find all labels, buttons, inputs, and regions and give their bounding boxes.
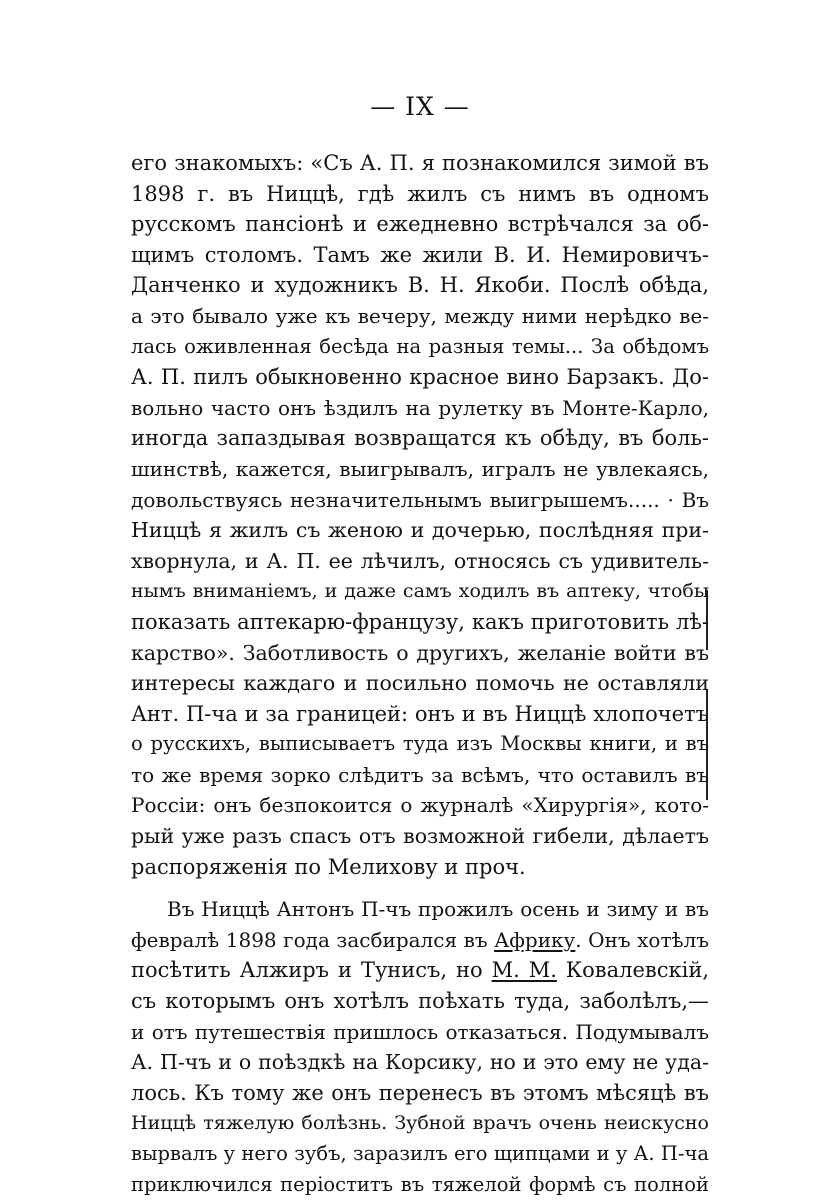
text-line: о русскихъ, выписываетъ туда изъ Москвы книги, и въ	[131, 732, 709, 756]
text-line: Ниццѣ я жилъ съ женою и дочерью, послѣдняя при-	[131, 518, 709, 543]
text-segment: Ковалевскій,	[556, 958, 710, 983]
text-line: А. П. пилъ обыкновенно красное вино Барзакъ. До-	[131, 365, 709, 390]
text-line: Россіи: онъ безпокоится о журналѣ «Хирургія», кото-	[131, 793, 709, 818]
text-line: русскомъ пансіонѣ и ежедневно встрѣчался за об-	[131, 212, 709, 237]
text-line: 1898 г. въ Ниццѣ, гдѣ жилъ съ нимъ въ одномъ	[131, 181, 709, 206]
text-line: и отъ путешествія пришлось отказаться. Подумывалъ	[131, 1019, 709, 1044]
text-line: интересы каждаго и посильно помочь не оставляли	[131, 671, 709, 696]
text-segment: февралѣ 1898 года засбирался въ	[131, 927, 495, 952]
text-line: а это бывало уже къ вечеру, между ними нерѣдко ве-	[131, 303, 709, 328]
text-line: Данченко и художникъ В. Н. Якоби. Послѣ обѣда,	[131, 273, 709, 298]
text-line: рый уже разъ спасъ отъ возможной гибели, дѣлаетъ	[131, 824, 709, 849]
text-line: показать аптекарю-французу, какъ приготовить лѣ-	[131, 609, 709, 634]
text-line: то же время зорко слѣдитъ за всѣмъ, что оставилъ въ	[131, 762, 709, 787]
text-segment: посѣтить Алжиръ и Тунисъ, но	[131, 958, 492, 983]
text-line: вольно часто онъ ѣздилъ на рулетку въ Монте-Карло,	[131, 395, 709, 420]
text-line: распоряженія по Мелихову и проч.	[131, 854, 526, 879]
text-line: Въ Ниццѣ Антонъ П-чъ прожилъ осень и зиму и въ	[167, 897, 709, 922]
text-line: иногда запаздывая возвращатся къ обѣду, въ боль-	[131, 426, 709, 451]
paragraph-2	[131, 894, 709, 1200]
text-line: карство». Заботливость о другихъ, желаніе войти въ	[131, 640, 709, 665]
text-line: Ант. П-ча и за границей: онъ и въ Ниццѣ хлопочетъ	[131, 701, 709, 726]
text-line: его знакомыхъ: «Съ А. П. я познакомился зимой въ	[131, 151, 709, 175]
text-line: щимъ столомъ. Тамъ же жили В. И. Немировичъ-	[131, 242, 709, 267]
text-line: шинствѣ, кажется, выигрывалъ, игралъ не увлекаясь,	[131, 456, 709, 481]
paragraph-1	[131, 148, 709, 882]
text-line: съ которымъ онъ хотѣлъ поѣхать туда, заболѣлъ,—	[131, 989, 709, 1014]
text-line	[131, 955, 709, 986]
text-line: приключился періоститъ въ тяжелой формѣ съ полной	[131, 1172, 709, 1196]
underlined-word: Африку	[494, 927, 576, 952]
underlined-word: М. М.	[491, 958, 557, 983]
text-line: Ниццѣ тяжелую болѣзнь. Зубной врачъ очень неискусно	[131, 1112, 709, 1135]
page-number: — IX —	[370, 92, 470, 121]
text-segment: . Онъ хотѣлъ	[575, 927, 709, 952]
text-line: нымъ вниманіемъ, и даже самъ ходилъ въ аптеку, чтобы	[131, 580, 709, 603]
text-line: хворнула, и А. П. ее лѣчилъ, относясь съ удивитель-	[131, 548, 709, 573]
text-line: лось. Къ тому же онъ перенесъ въ этомъ мѣсяцѣ въ	[131, 1080, 709, 1105]
text-line: А. П-чъ и о поѣздкѣ на Корсику, но и это ему не уда-	[131, 1050, 709, 1075]
text-line: довольствуясь незначительнымъ выигрышемъ..... · Въ	[131, 487, 709, 512]
text-line: вырвалъ у него зубъ, заразилъ его щипцами и у А. П-ча	[131, 1142, 709, 1165]
body-text	[131, 148, 709, 1200]
text-line: лась оживленная бесѣда на разныя темы... За обѣдомъ	[131, 334, 709, 358]
text-line	[131, 925, 709, 956]
